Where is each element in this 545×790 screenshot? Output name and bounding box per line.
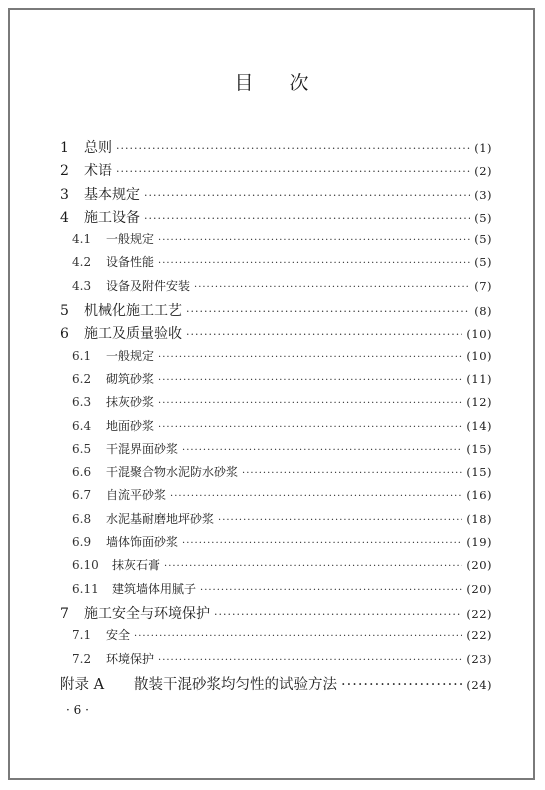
- toc-leader-dots: [158, 352, 462, 363]
- toc-entry[interactable]: [60, 253, 492, 276]
- toc-entry-label: 设备性能: [106, 255, 155, 270]
- toc-entry-label: 干混聚合物水泥防水砂浆: [106, 465, 239, 480]
- toc-leader-dots: [186, 305, 470, 318]
- page-title: [0, 68, 545, 95]
- toc-entry-label: 地面砂浆: [106, 418, 155, 433]
- toc-entry-label: 环境保护: [106, 651, 155, 666]
- toc-entry[interactable]: [60, 417, 492, 440]
- toc-entry-number: 4.3: [72, 278, 92, 293]
- toc-entry-page: (7): [474, 278, 492, 293]
- toc-entry-page: (5): [474, 210, 492, 225]
- toc-entry[interactable]: [60, 300, 492, 323]
- toc-entry-label: 总则: [84, 140, 112, 156]
- toc-leader-dots: [214, 608, 462, 621]
- toc-entry-number: 7.2: [72, 651, 92, 666]
- toc-entry-label: 墙体饰面砂浆: [106, 535, 179, 550]
- toc-entry[interactable]: [60, 184, 492, 207]
- toc-entry-number: 7: [60, 605, 69, 622]
- title-char-2: 次: [289, 72, 311, 94]
- toc-entry-number: 6.3: [72, 395, 92, 410]
- toc-entry-page: (22): [466, 628, 492, 643]
- toc-entry[interactable]: [60, 230, 492, 253]
- toc-leader-dots: [144, 212, 470, 225]
- toc-list: [60, 137, 492, 696]
- toc-entry-label: 机械化施工工艺: [84, 303, 182, 320]
- toc-leader-dots: [116, 142, 470, 155]
- toc-entry[interactable]: [60, 137, 492, 160]
- toc-leader-dots: [144, 189, 470, 202]
- toc-entry-number: 附录 A: [60, 676, 105, 693]
- toc-entry-number: 6.9: [72, 535, 92, 550]
- toc-entry-label: 砌筑砂浆: [106, 371, 155, 386]
- toc-entry-label: 施工及质量验收: [84, 326, 182, 343]
- toc-entry-label: 施工安全与环境保护: [84, 605, 210, 622]
- toc-entry-number: 6.6: [72, 465, 92, 480]
- toc-leader-dots: [134, 631, 462, 642]
- toc-entry-number: 1: [60, 140, 69, 156]
- toc-leader-dots: [158, 422, 462, 433]
- toc-entry-page: (11): [466, 371, 492, 386]
- toc-entry-number: 2: [60, 163, 69, 180]
- toc-entry[interactable]: [60, 347, 492, 370]
- toc-entry-number: 6.4: [72, 418, 92, 433]
- toc-entry-label: 基本规定: [84, 186, 140, 203]
- toc-entry-label: 散装干混砂浆均匀性的试验方法: [134, 676, 337, 693]
- toc-entry-label: 一般规定: [106, 232, 155, 247]
- toc-entry-label: 安全: [106, 628, 131, 643]
- toc-leader-dots: [116, 165, 470, 178]
- toc-leader-dots: [158, 398, 462, 409]
- toc-entry[interactable]: [60, 323, 492, 346]
- toc-entry-label: 自流平砂浆: [106, 488, 167, 503]
- toc-leader-dots: [200, 585, 462, 596]
- toc-leader-dots: [158, 258, 470, 269]
- toc-entry-page: (18): [466, 511, 492, 526]
- toc-entry[interactable]: [60, 603, 492, 626]
- toc-entry-number: 6.10: [72, 558, 99, 573]
- toc-entry-label: 建筑墙体用腻子: [112, 581, 197, 596]
- toc-entry-page: (8): [474, 304, 492, 319]
- toc-entry-number: 6.7: [72, 488, 92, 503]
- toc-entry-label: 术语: [84, 163, 112, 180]
- toc-entry-label: 施工设备: [84, 209, 140, 226]
- toc-entry-number: 7.1: [72, 628, 92, 643]
- toc-entry[interactable]: [60, 393, 492, 416]
- toc-entry-page: (15): [466, 441, 492, 456]
- toc-leader-dots: [242, 468, 462, 479]
- toc-leader-dots: [164, 561, 462, 572]
- toc-entry[interactable]: [60, 440, 492, 463]
- toc-entry[interactable]: [60, 160, 492, 183]
- toc-entry-page: (20): [466, 581, 492, 596]
- toc-entry-number: 6.11: [72, 581, 99, 596]
- toc-entry[interactable]: [60, 673, 492, 696]
- toc-entry[interactable]: [60, 533, 492, 556]
- toc-entry-page: (10): [466, 327, 492, 342]
- toc-entry-number: 6.8: [72, 511, 92, 526]
- toc-leader-dots: [158, 655, 462, 666]
- toc-entry-label: 水泥基耐磨地坪砂浆: [106, 511, 215, 526]
- toc-entry-page: (3): [474, 187, 492, 202]
- toc-leader-dots: [341, 677, 462, 693]
- toc-entry-page: (15): [466, 465, 492, 480]
- toc-entry-page: (23): [466, 651, 492, 666]
- toc-entry-page: (5): [474, 232, 492, 247]
- toc-entry-page: (20): [466, 558, 492, 573]
- toc-entry-label: 设备及附件安装: [106, 278, 191, 293]
- footer-page-number: · 6 ·: [66, 703, 89, 717]
- toc-entry-number: 3: [60, 186, 69, 203]
- toc-leader-dots: [158, 235, 470, 246]
- toc-leader-dots: [218, 515, 462, 526]
- toc-entry-page: (12): [466, 395, 492, 410]
- toc-leader-dots: [182, 538, 462, 549]
- toc-leader-dots: [194, 282, 470, 293]
- toc-entry-page: (5): [474, 255, 492, 270]
- toc-entry-label: 抹灰石膏: [112, 558, 161, 573]
- toc-entry-page: (1): [474, 141, 492, 155]
- toc-entry-page: (19): [466, 535, 492, 550]
- toc-entry[interactable]: [60, 556, 492, 579]
- toc-entry-number: 4.2: [72, 255, 92, 270]
- toc-entry[interactable]: [60, 277, 492, 300]
- toc-entry[interactable]: [60, 370, 492, 393]
- toc-entry[interactable]: [60, 486, 492, 509]
- toc-entry[interactable]: [60, 463, 492, 486]
- toc-entry-label: 抹灰砂浆: [106, 395, 155, 410]
- toc-entry-number: 4: [60, 209, 69, 226]
- toc-entry-number: 6.2: [72, 371, 92, 386]
- toc-entry-page: (14): [466, 418, 492, 433]
- toc-entry-page: (24): [466, 677, 492, 692]
- toc-entry-page: (22): [466, 606, 492, 621]
- toc-leader-dots: [158, 375, 462, 386]
- toc-leader-dots: [186, 328, 462, 341]
- toc-entry-number: 5: [60, 303, 69, 320]
- toc-entry-label: 干混界面砂浆: [106, 441, 179, 456]
- toc-leader-dots: [182, 445, 462, 456]
- toc-entry-number: 6: [60, 326, 69, 343]
- toc-entry-number: 6.5: [72, 441, 92, 456]
- toc-leader-dots: [170, 491, 462, 502]
- toc-entry-number: 4.1: [72, 232, 92, 247]
- toc-entry[interactable]: [60, 626, 492, 649]
- toc-entry-label: 一般规定: [106, 348, 155, 363]
- toc-entry-number: 6.1: [72, 348, 92, 363]
- toc-entry[interactable]: [60, 510, 492, 533]
- toc-entry[interactable]: [60, 650, 492, 673]
- toc-entry[interactable]: [60, 580, 492, 603]
- toc-entry-page: (2): [474, 164, 492, 179]
- toc-entry-page: (10): [466, 348, 492, 363]
- toc-entry-page: (16): [466, 488, 492, 503]
- title-char-1: 目: [234, 72, 256, 94]
- toc-entry[interactable]: [60, 207, 492, 230]
